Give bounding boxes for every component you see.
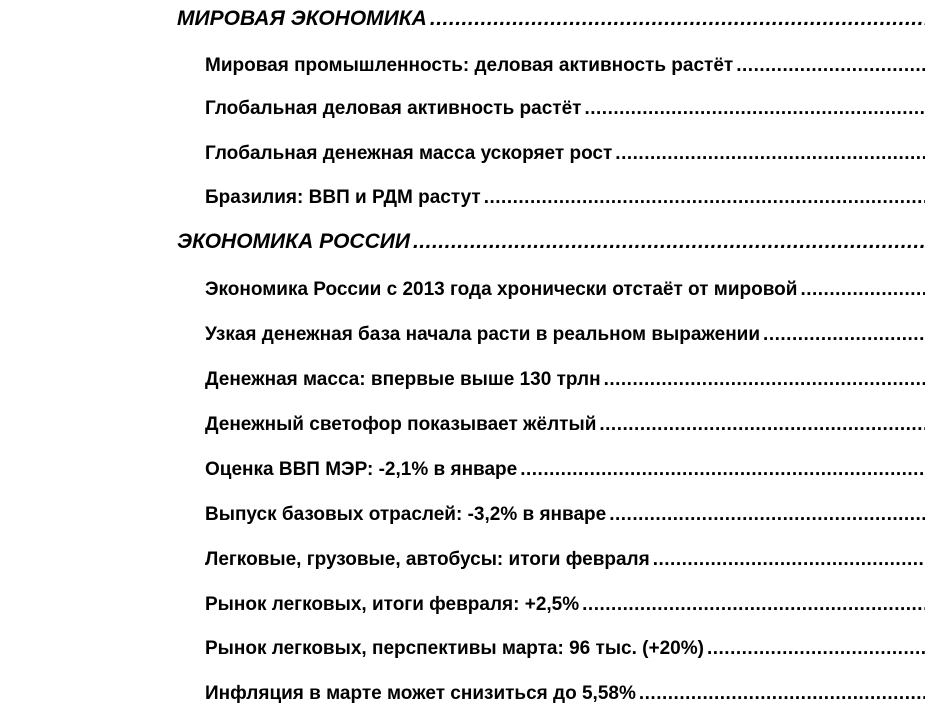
dot-leader <box>484 187 925 209</box>
toc-item[interactable] <box>205 594 925 622</box>
toc-item[interactable] <box>205 414 925 442</box>
dot-leader <box>582 594 925 616</box>
dot-leader <box>584 98 925 120</box>
toc-section-world-economy[interactable] <box>177 7 925 37</box>
dot-leader <box>615 143 925 165</box>
dot-leader <box>653 549 925 571</box>
toc-item-label: Экономика России с 2013 года хронически отстаёт от мировой <box>205 279 798 300</box>
toc-item[interactable] <box>205 504 925 532</box>
toc-item[interactable] <box>205 369 925 397</box>
toc-section-title: ЭКОНОМИКА РОССИИ <box>177 230 410 253</box>
dot-leader <box>707 638 925 660</box>
toc-item-label: Мировая промышленность: деловая активность растёт <box>205 55 734 76</box>
dot-leader <box>599 414 925 436</box>
dot-leader <box>800 279 925 301</box>
toc-item-label: Денежный светофор показывает жёлтый <box>205 414 597 435</box>
toc-item[interactable] <box>205 549 925 577</box>
toc-item-label: Легковые, грузовые, автобусы: итоги февраля <box>205 549 650 570</box>
toc-item[interactable] <box>205 98 925 126</box>
toc-item[interactable] <box>205 638 925 666</box>
toc-item-label: Рынок легковых, итоги февраля: +2,5% <box>205 594 580 615</box>
dot-leader <box>430 7 925 31</box>
toc-item-label: Бразилия: ВВП и РДМ растут <box>205 187 481 208</box>
toc-item[interactable] <box>205 683 925 711</box>
toc-section-title: МИРОВАЯ ЭКОНОМИКА <box>177 7 427 30</box>
toc-item-label: Узкая денежная база начала расти в реальном выражении <box>205 324 761 345</box>
toc-item-label: Инфляция в марте может снизиться до 5,58% <box>205 683 636 704</box>
toc-section-russian-economy[interactable] <box>177 230 925 260</box>
dot-leader <box>413 230 925 254</box>
dot-leader <box>604 369 925 391</box>
toc-item-label: Рынок легковых, перспективы марта: 96 тыс. (+20%) <box>205 638 704 659</box>
toc-item[interactable] <box>205 459 925 487</box>
toc-item-label: Глобальная деловая активность растёт <box>205 98 582 119</box>
dot-leader <box>736 55 925 77</box>
toc-item-label: Денежная масса: впервые выше 130 трлн <box>205 369 601 390</box>
dot-leader <box>639 683 925 705</box>
toc-item[interactable] <box>205 187 925 215</box>
toc-item[interactable] <box>205 324 925 352</box>
dot-leader <box>763 324 925 346</box>
toc-item[interactable] <box>205 55 925 83</box>
toc-item[interactable] <box>205 279 925 307</box>
toc-item[interactable] <box>205 143 925 171</box>
toc-item-label: Оценка ВВП МЭР: -2,1% в январе <box>205 459 518 480</box>
dot-leader <box>520 459 925 481</box>
toc-item-label: Глобальная денежная масса ускоряет рост <box>205 143 613 164</box>
dot-leader <box>609 504 925 526</box>
toc-item-label: Выпуск базовых отраслей: -3,2% в январе <box>205 504 607 525</box>
